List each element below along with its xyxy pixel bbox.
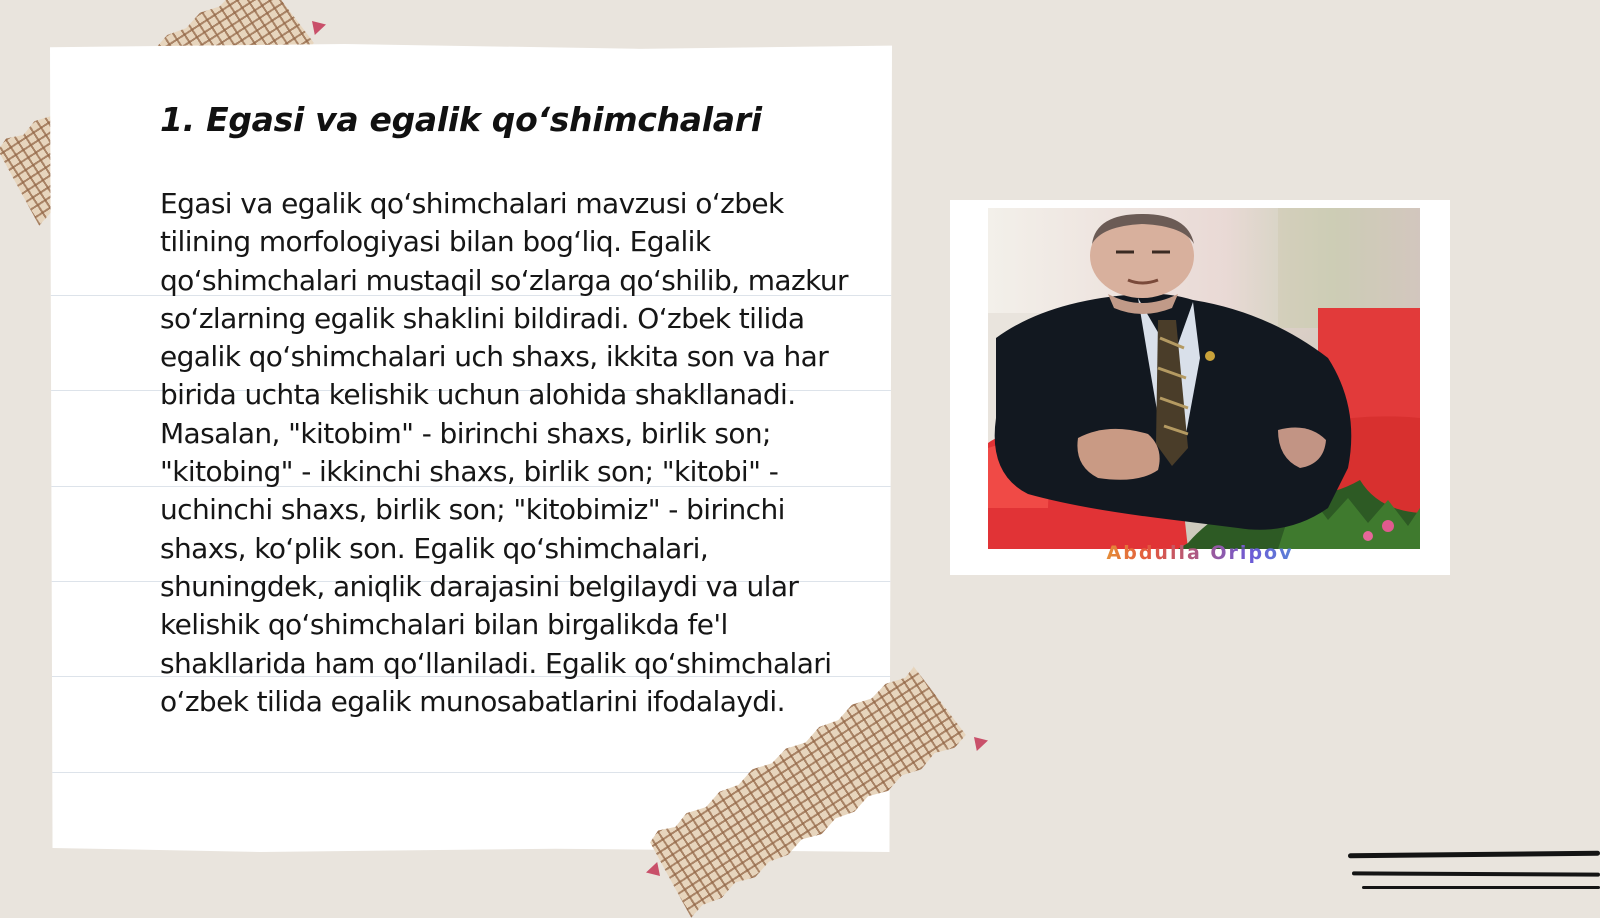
decorative-brush-stroke [1352, 871, 1600, 876]
tape-corner-top-left [312, 21, 326, 35]
decorative-brush-stroke [1348, 851, 1600, 859]
decorative-brush-stroke [1362, 886, 1600, 889]
slide-title: 1. Egasi va egalik qo‘shimchalari [160, 100, 762, 139]
tape-corner-bottom-right [974, 737, 988, 751]
portrait-illustration [988, 208, 1420, 549]
portrait-photo [988, 208, 1420, 549]
slide-body-text: Egasi va egalik qo‘shimchalari mavzusi o‘zbek tilining morfologiyasi bilan bog‘liq. Egalik qo‘shimchalari mustaqil so‘zlarga qo‘shilib, mazkur so‘zlarning egalik shaklini bildiradi. O‘zbek tilida egalik qo‘shimchalari uch shaxs, ikkita son va har birida uchta kelishik uchun alohida shakllanadi. Masalan, "kitobim" - birinchi shaxs, birlik son; "kitobing" - ikkinchi shaxs, birlik son; "kitobi" - uchinchi shaxs, birlik son; "kitobimiz" - birinchi shaxs, ko‘plik son. Egalik qo‘shimchalari, shuningdek, aniqlik darajasini belgilaydi va ular kelishik qo‘shimchalari bilan birgalikda fe'l shakllarida ham qo‘llaniladi. Egalik qo‘shimchalari o‘zbek tilida egalik munosabatlarini ifodalaydi. [160, 187, 848, 718]
portrait-card [950, 200, 1450, 575]
portrait-caption: Abdulla Oripov [950, 542, 1450, 564]
tape-corner-bottom-left [646, 862, 660, 876]
